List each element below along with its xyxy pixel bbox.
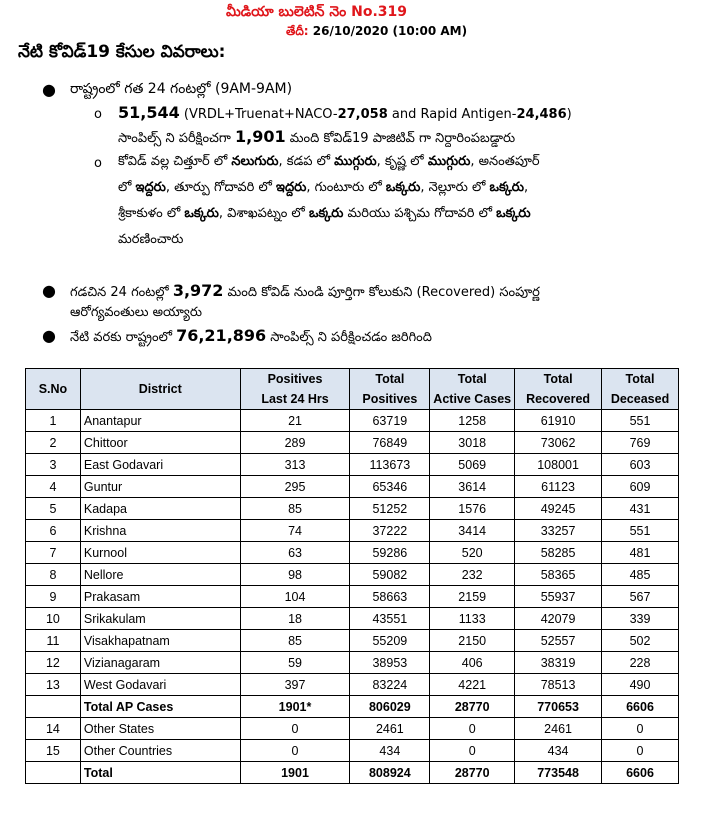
table-cell: 770653: [515, 696, 602, 718]
deaths-line-2: లో ఇద్దరు, తూర్పు గోదావరి లో ఇద్దరు, గుంటూరు లో ఒక్కరు, నెల్లూరు లో ఒక్కరు,: [118, 180, 529, 195]
table-cell: 73062: [515, 432, 602, 454]
page-title: నేటి కోవిడ్19 కేసుల వివరాలు:: [18, 42, 226, 62]
samples-count: 51,544: [118, 103, 180, 122]
table-cell: 38953: [350, 652, 430, 674]
bulletin-title: మీడియా బులెటిన్ నెం No.319: [226, 4, 408, 20]
bullet-1-text: రాష్ట్రంలో గత 24 గంటల్లో (9AM-9AM): [70, 81, 293, 97]
table-cell: 61123: [515, 476, 602, 498]
date-label: తేదీ:: [286, 24, 309, 38]
recovered-line-1: గడచిన 24 గంటల్లో 3,972 మంది కోవిడ్ నుండి పూర్తిగా కోలుకుని (Recovered) సంపూర్ణ: [70, 281, 540, 300]
table-cell: 1901*: [240, 696, 350, 718]
table-cell: 3414: [430, 520, 515, 542]
table-cell: East Godavari: [80, 454, 240, 476]
table-cell: 59082: [350, 564, 430, 586]
table-cell: 28770: [430, 696, 515, 718]
samples-text: ): [566, 107, 572, 122]
table-cell: 567: [602, 586, 679, 608]
table-row: [26, 564, 679, 586]
table-row: [26, 432, 679, 454]
table-cell: Total AP Cases: [80, 696, 240, 718]
table-cell: 58663: [350, 586, 430, 608]
table-cell: 12: [26, 652, 81, 674]
table-cell: Anantapur: [80, 410, 240, 432]
table-row: [26, 498, 679, 520]
table-cell: 481: [602, 542, 679, 564]
table-cell: 431: [602, 498, 679, 520]
table-cell: 38319: [515, 652, 602, 674]
column-header: District: [80, 369, 240, 410]
table-cell: Visakhapatnam: [80, 630, 240, 652]
table-cell: 1901: [240, 762, 350, 784]
table-cell: 485: [602, 564, 679, 586]
table-cell: 4221: [430, 674, 515, 696]
table-cell: 58285: [515, 542, 602, 564]
table-cell: 55937: [515, 586, 602, 608]
date-value: 26/10/2020 (10:00 AM): [308, 24, 468, 38]
table-cell: Guntur: [80, 476, 240, 498]
table-cell: 65346: [350, 476, 430, 498]
deaths-line-3: శ్రీకాకుళం లో ఒక్కరు, విశాఖపట్నం లో ఒక్కరు మరియు పశ్చిమ గోదావరి లో ఒక్కరు: [118, 206, 531, 221]
table-cell: 434: [350, 740, 430, 762]
column-header: Total Recovered: [515, 369, 602, 410]
table-cell: Kadapa: [80, 498, 240, 520]
deaths-line-1: కోవిడ్ వల్ల చిత్తూర్ లో నలుగురు, కడప లో ముగ్గురు, కృష్ణ లో ముగ్గురు, అనంతపూర్: [118, 154, 540, 169]
table-cell: Chittoor: [80, 432, 240, 454]
column-header: Total Positives: [350, 369, 430, 410]
column-header: S.No: [26, 369, 81, 410]
table-cell: 603: [602, 454, 679, 476]
table-cell: 1: [26, 410, 81, 432]
table-row: [26, 740, 679, 762]
table-cell: 85: [240, 498, 350, 520]
table-cell: 551: [602, 520, 679, 542]
table-cell: 6606: [602, 696, 679, 718]
table-cell: 14: [26, 718, 81, 740]
table-cell: 551: [602, 410, 679, 432]
samples-text: (VRDL+Truenat+NACO-: [179, 107, 338, 122]
table-cell: 1576: [430, 498, 515, 520]
sub-bullet-icon: o: [94, 107, 102, 122]
table-cell: 10: [26, 608, 81, 630]
table-cell: 28770: [430, 762, 515, 784]
deaths-line-4: మరణించారు: [118, 232, 184, 247]
samples-text: and Rapid Antigen-: [387, 107, 517, 122]
table-cell: 806029: [350, 696, 430, 718]
table-cell: 74: [240, 520, 350, 542]
table-cell: 59: [240, 652, 350, 674]
table-cell: 0: [240, 740, 350, 762]
table-cell: 502: [602, 630, 679, 652]
table-cell: 1133: [430, 608, 515, 630]
table-cell: 85: [240, 630, 350, 652]
table-cell: Other Countries: [80, 740, 240, 762]
table-cell: 58365: [515, 564, 602, 586]
table-cell: Kurnool: [80, 542, 240, 564]
table-cell: 33257: [515, 520, 602, 542]
table-cell: 397: [240, 674, 350, 696]
table-cell: 295: [240, 476, 350, 498]
table-cell: 1258: [430, 410, 515, 432]
table-cell: 49245: [515, 498, 602, 520]
table-cell: Krishna: [80, 520, 240, 542]
table-cell: 55209: [350, 630, 430, 652]
table-cell: 232: [430, 564, 515, 586]
table-cell: 9: [26, 586, 81, 608]
table-row: [26, 630, 679, 652]
table-cell: 13: [26, 674, 81, 696]
table-cell: 434: [515, 740, 602, 762]
table-row: [26, 542, 679, 564]
table-cell: 6: [26, 520, 81, 542]
table-cell: 2461: [515, 718, 602, 740]
table-cell: 289: [240, 432, 350, 454]
vrdl-count: 27,058: [337, 107, 388, 122]
samples-line-2: [118, 125, 515, 150]
samples-line-1: [118, 101, 572, 126]
table-cell: 18: [240, 608, 350, 630]
table-cell: 4: [26, 476, 81, 498]
table-cell: 76849: [350, 432, 430, 454]
table-cell: 37222: [350, 520, 430, 542]
table-row: [26, 586, 679, 608]
positive-count: 1,901: [235, 127, 286, 146]
table-cell: 2159: [430, 586, 515, 608]
table-cell: 42079: [515, 608, 602, 630]
table-cell: [26, 696, 81, 718]
samples-text: సాంపిల్స్ ని పరీక్షించగా: [118, 131, 236, 146]
bullet-icon: ●: [42, 281, 56, 300]
table-cell: 63719: [350, 410, 430, 432]
table-cell: Total: [80, 762, 240, 784]
table-cell: 78513: [515, 674, 602, 696]
bullet-icon: ●: [42, 326, 56, 345]
table-cell: 108001: [515, 454, 602, 476]
table-row: [26, 520, 679, 542]
table-cell: 0: [240, 718, 350, 740]
table-cell: 769: [602, 432, 679, 454]
table-row: [26, 718, 679, 740]
table-cell: 7: [26, 542, 81, 564]
table-cell: 490: [602, 674, 679, 696]
table-row: [26, 608, 679, 630]
table-cell: 808924: [350, 762, 430, 784]
table-cell: 61910: [515, 410, 602, 432]
table-cell: 59286: [350, 542, 430, 564]
covid-district-table: [25, 368, 679, 784]
table-cell: 98: [240, 564, 350, 586]
table-cell: 6606: [602, 762, 679, 784]
table-cell: 51252: [350, 498, 430, 520]
table-cell: Other States: [80, 718, 240, 740]
table-cell: 2461: [350, 718, 430, 740]
recovered-line-2: ఆరోగ్యవంతులు అయ్యారు: [70, 305, 203, 320]
table-row: [26, 476, 679, 498]
table-row: [26, 410, 679, 432]
table-cell: 15: [26, 740, 81, 762]
table-cell: 83224: [350, 674, 430, 696]
table-cell: 0: [430, 718, 515, 740]
table-row: [26, 652, 679, 674]
table-cell: 52557: [515, 630, 602, 652]
bullet-icon: ●: [42, 80, 56, 99]
table-cell: 773548: [515, 762, 602, 784]
table-cell: Srikakulam: [80, 608, 240, 630]
table-header-row: [26, 369, 679, 410]
column-header: Positives Last 24 Hrs: [240, 369, 350, 410]
table-cell: 228: [602, 652, 679, 674]
table-cell: 3: [26, 454, 81, 476]
table-cell: 0: [602, 718, 679, 740]
table-cell: 0: [430, 740, 515, 762]
rapid-count: 24,486: [516, 107, 567, 122]
table-cell: Nellore: [80, 564, 240, 586]
table-cell: 3018: [430, 432, 515, 454]
table-cell: West Godavari: [80, 674, 240, 696]
table-cell: 313: [240, 454, 350, 476]
samples-text: మంది కోవిడ్19 పాజిటివ్ గా నిర్దారింపబడ్డారు: [285, 131, 516, 146]
sub-bullet-icon: o: [94, 156, 102, 171]
table-cell: 11: [26, 630, 81, 652]
table-cell: 609: [602, 476, 679, 498]
table-cell: 8: [26, 564, 81, 586]
table-row: [26, 454, 679, 476]
table-cell: 113673: [350, 454, 430, 476]
table-cell: 21: [240, 410, 350, 432]
samples-tested-line: నేటి వరకు రాష్ట్రంలో 76,21,896 సాంపిల్స్ ని పరీక్షించడం జరిగింది: [70, 326, 432, 345]
table-cell: Vizianagaram: [80, 652, 240, 674]
table-cell: Prakasam: [80, 586, 240, 608]
table-cell: 2150: [430, 630, 515, 652]
table-cell: 339: [602, 608, 679, 630]
table-cell: 406: [430, 652, 515, 674]
table-cell: 63: [240, 542, 350, 564]
table-cell: 5069: [430, 454, 515, 476]
column-header: Total Active Cases: [430, 369, 515, 410]
table-cell: 5: [26, 498, 81, 520]
table-cell: 0: [602, 740, 679, 762]
table-cell: 43551: [350, 608, 430, 630]
table-cell: 2: [26, 432, 81, 454]
table-cell: [26, 762, 81, 784]
table-cell: 104: [240, 586, 350, 608]
table-cell: 520: [430, 542, 515, 564]
bulletin-date: [286, 24, 467, 41]
table-row: [26, 762, 679, 784]
column-header: Total Deceased: [602, 369, 679, 410]
table-cell: 3614: [430, 476, 515, 498]
table-row: [26, 696, 679, 718]
table-row: [26, 674, 679, 696]
